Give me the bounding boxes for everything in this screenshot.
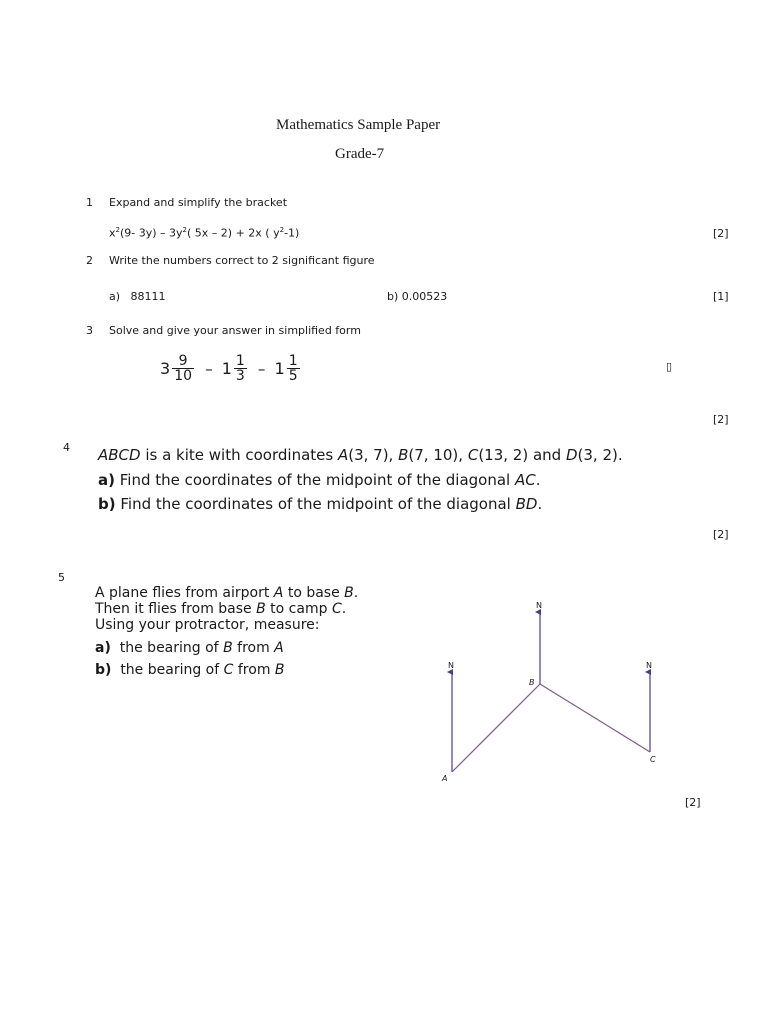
q3-placeholder-glyph: ▯ [666,360,673,373]
q1-marks: [2] [713,227,729,240]
q3-term1-whole: 3 [160,359,171,378]
q5-line1-text-b: to base [283,585,345,601]
q1-expr-c: ( 5x – 2) + 2x ( y [187,226,280,240]
q5-line1-text-a: A plane flies from airport [95,585,274,601]
q3-number: 3 [86,324,93,337]
q2-part-b: b) 0.00523 [387,290,448,303]
point-label-c: C [650,755,656,764]
path-a-to-b [452,684,540,772]
q4-coord-d: (3, 2). [577,446,623,464]
q5-number: 5 [58,571,65,584]
bearing-diagram [430,596,670,796]
q3-term2-whole: 1 [221,359,232,378]
q5-part-b-text: the bearing of [111,662,224,678]
q5-line1-var1: A [273,585,284,601]
q4-line1 [98,446,623,464]
q5-line1-var2: B [344,585,354,601]
north-label-c: N [646,661,652,670]
q5-part-a-var2: A [274,640,284,656]
q4-part-b-label: b) [98,495,116,513]
q3-minus-2: – [257,359,266,378]
q5-part-a [95,640,284,656]
q1-number: 1 [86,196,93,209]
q2-number: 2 [86,254,93,267]
q4-coord-a: (3, 7), [348,446,399,464]
q4-point-a: A [337,446,349,464]
q5-line1-text-c: . [353,585,359,601]
point-label-b: B [529,678,535,687]
q4-part-a-label: a) [98,471,115,489]
q5-line1 [95,585,358,601]
q3-term1-denominator: 10 [174,368,193,384]
q5-part-b-var1: C [223,662,234,678]
q5-part-b [95,662,285,678]
q2-part-a: a) 88111 [109,290,166,303]
q5-line2 [95,601,346,617]
q5-line2-var2: C [331,601,342,617]
q4-line1-text: is a kite with coordinates [140,446,338,464]
q3-term3-whole: 1 [274,359,285,378]
q4-part-b [98,495,542,513]
q5-part-a-mid: from [232,640,275,656]
q2-text: Write the numbers correct to 2 significant figure [109,254,375,267]
q1-expr-a-sup: 2 [115,226,120,234]
q3-term1-numerator: 9 [172,354,194,369]
q4-kite-name: ABCD [98,446,141,464]
q5-line2-text-c: . [341,601,347,617]
q1-text: Expand and simplify the bracket [109,196,288,209]
north-label-b: N [536,601,542,610]
q5-line2-text-a: Then it flies from base [95,601,257,617]
paper-grade: Grade-7 [335,146,385,162]
q5-part-b-mid: from [233,662,275,678]
q1-expr-b: (9- 3y) – 3y [119,226,183,240]
q3-expression [160,354,302,383]
q1-expr-d: -1) [284,226,300,240]
q4-coord-b: (7, 10), [408,446,468,464]
q5-part-b-label: b) [95,662,112,678]
q4-part-b-text: Find the coordinates of the midpoint of the diagonal [115,495,516,513]
q4-point-d: D [565,446,578,464]
q3-marks: [2] [713,413,729,426]
q5-part-b-var2: B [274,662,285,678]
q4-part-b-end: . [537,495,543,513]
q3-minus-1: – [205,359,213,378]
q4-part-a-text: Find the coordinates of the midpoint of the diagonal [114,471,515,489]
q1-expr-a: x [109,226,116,240]
q4-marks: [2] [713,528,729,541]
q4-part-a-var: AC [514,471,536,489]
q1-expression [109,226,299,240]
q5-line2-text-b: to camp [265,601,332,617]
q3-term2-denominator: 3 [235,368,245,384]
q5-part-a-text: the bearing of [110,640,224,656]
q1-expr-c-sup: 2 [279,226,285,234]
q3-term2-fraction [234,354,247,383]
q5-part-a-var1: B [223,640,233,656]
q4-point-b: B [398,446,409,464]
q3-term2-numerator: 1 [235,353,245,369]
path-b-to-c [540,684,650,752]
q2-marks: [1] [713,290,729,303]
q3-text: Solve and give your answer in simplified form [109,324,361,337]
q4-part-a [98,471,541,489]
q3-term3-numerator: 1 [288,353,298,369]
q4-point-c: C [467,446,479,464]
q4-part-a-end: . [535,471,541,489]
paper-title: Mathematics Sample Paper [276,117,441,133]
q5-marks: [2] [685,796,701,809]
q3-term3-fraction [287,354,300,383]
point-label-a: A [442,774,448,783]
q4-part-b-var: BD [515,495,538,513]
q1-expr-b-sup: 2 [182,226,188,234]
q5-part-a-label: a) [95,640,111,656]
north-label-a: N [448,661,454,670]
q3-term3-denominator: 5 [288,368,298,384]
q4-coord-c: (13, 2) and [478,446,566,464]
q4-number: 4 [63,441,70,454]
q3-term1-fraction [172,354,194,383]
q5-line2-var1: B [256,601,266,617]
q5-line3: Using your protractor, measure: [95,617,320,633]
